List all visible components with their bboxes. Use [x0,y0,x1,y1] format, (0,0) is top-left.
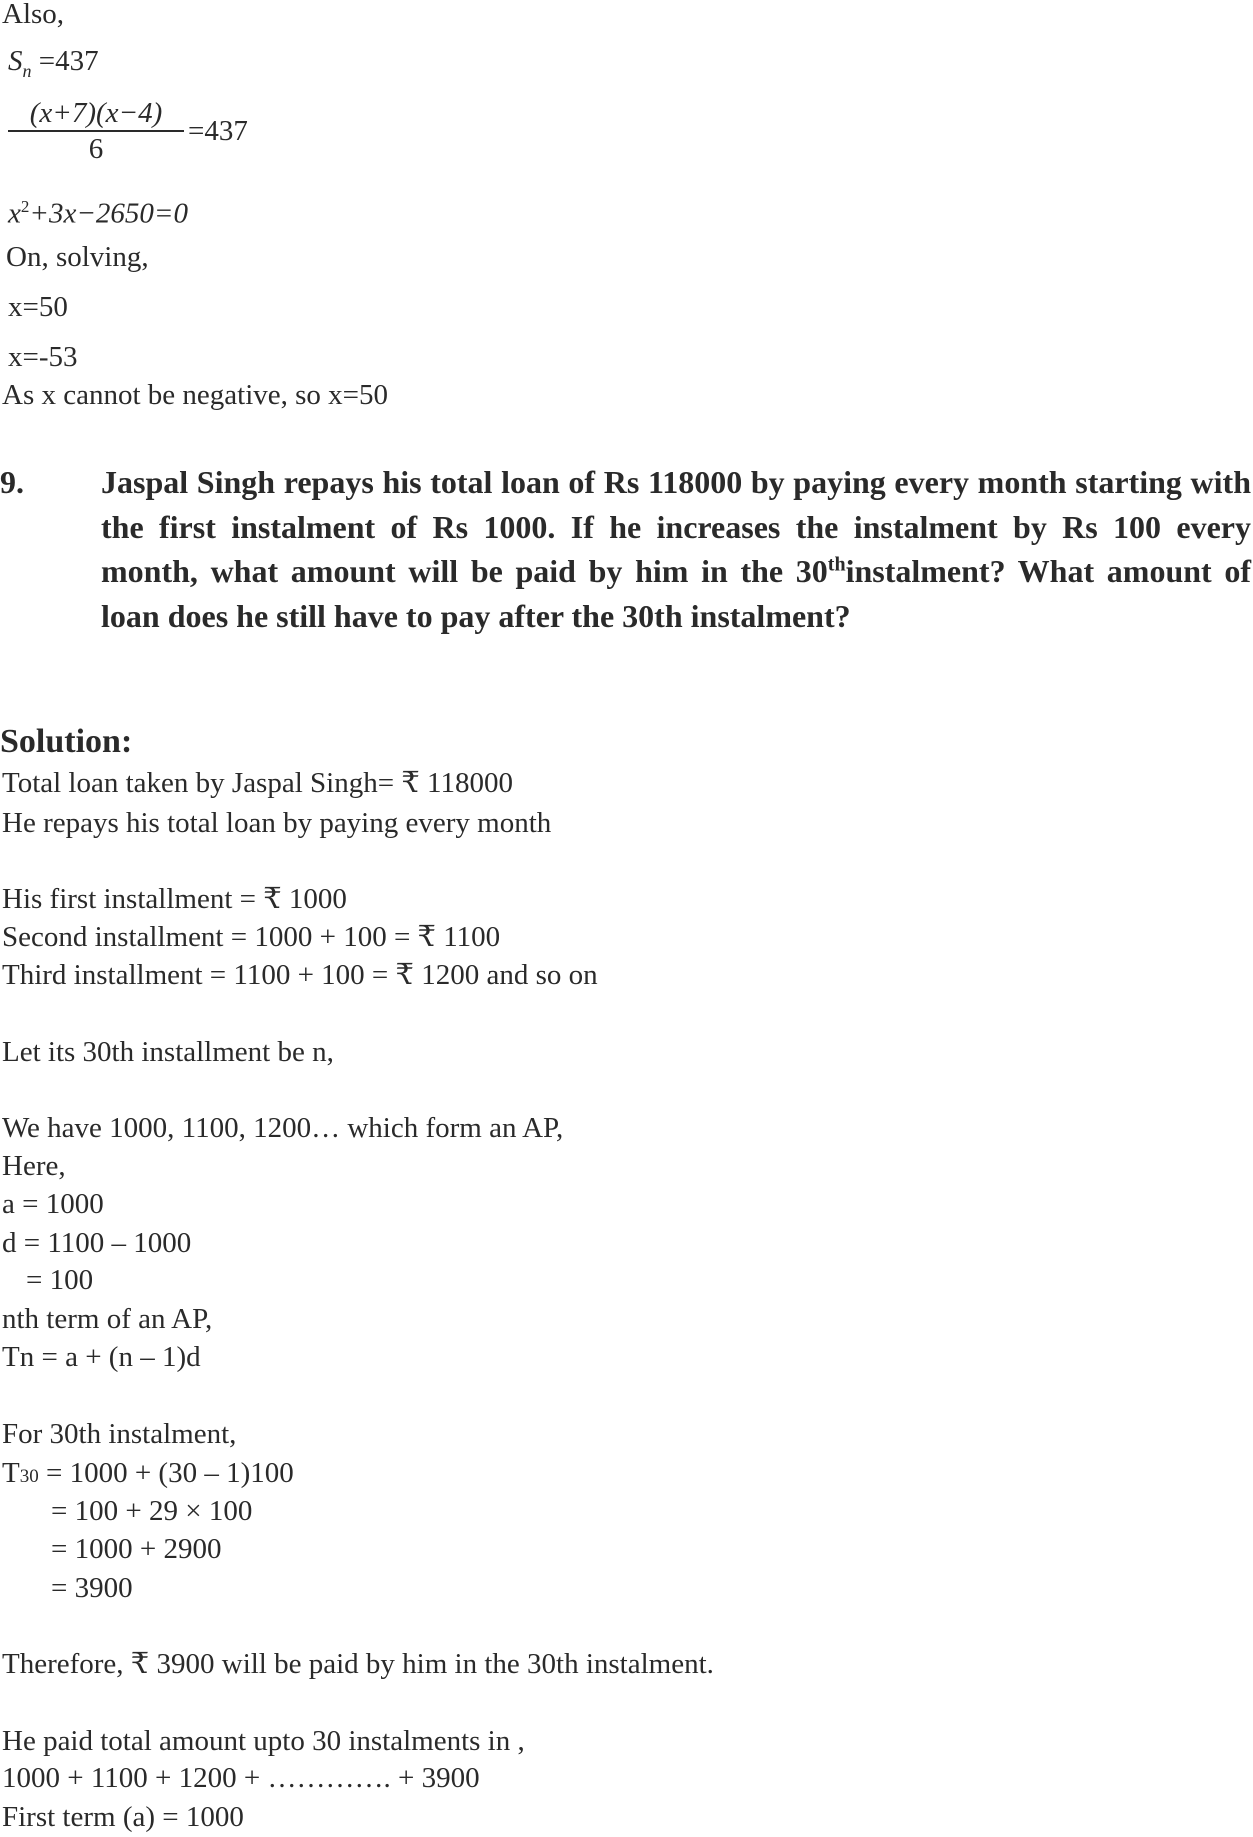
solution-line: Third installment = 1100 + 100 = ₹ 1200 and so on [2,959,598,991]
solution-line: Tn = a + (n – 1)d [2,1341,201,1373]
sn-sub: n [22,60,32,81]
question-text-part2: instalment? What amount of loan does he still have to pay after the 30th instalment? [101,553,1252,634]
text-also: Also, [2,0,65,30]
t30-expression: = 1000 + (30 – 1)100 [45,1457,294,1489]
equation-quadratic [8,189,188,232]
solution-line: = 100 + 29 × 100 [51,1495,253,1527]
question-text [101,460,1251,638]
solution-line: He repays his total loan by paying every month [2,807,552,839]
solution-line: d = 1100 – 1000 [2,1227,192,1259]
solution-line: = 100 [26,1264,94,1296]
text-root1: x=50 [8,291,68,323]
t30-var: T [2,1457,20,1489]
solution-line: Second installment = 1000 + 100 = ₹ 1100 [2,921,501,953]
fraction-rhs: =437 [188,114,248,147]
sn-var: S [8,45,23,77]
solution-line: For 30th instalment, [2,1418,237,1450]
t30-subscript: 30 [19,1466,39,1487]
solution-line-t30 [2,1455,294,1495]
text-solving: On, solving, [6,241,149,273]
question-number: 9. [0,464,24,500]
solution-line: 1000 + 1100 + 1200 + …………. + 3900 [2,1762,480,1794]
question-superscript: th [827,553,846,576]
text-root2: x=-53 [8,341,78,373]
solution-line: = 3900 [51,1572,133,1604]
equation-sn [8,43,99,89]
question-text-part1: Jaspal Singh repays his total loan of Rs 118000 by paying every month starting with the first instalment of Rs 1000. If he increases the instalment by Rs 100 every month, what amount will be paid by him in the 30 [101,464,1251,589]
quad-rest: +3x−2650=0 [29,197,188,230]
solution-line: Therefore, ₹ 3900 will be paid by him in the 30th instalment. [2,1648,714,1680]
sn-rhs: =437 [38,45,99,77]
solution-line: Total loan taken by Jaspal Singh= ₹ 118000 [2,767,513,799]
text-conclusion: As x cannot be negative, so x=50 [2,379,389,411]
solution-line: a = 1000 [2,1188,104,1220]
solution-line: First term (a) = 1000 [2,1801,244,1833]
solution-line: = 1000 + 2900 [51,1533,222,1565]
solution-line: nth term of an AP, [2,1303,213,1335]
solution-line: He paid total amount upto 30 instalments in , [2,1725,525,1757]
solution-line: We have 1000, 1100, 1200… which form an AP, [2,1112,564,1144]
quad-x: x [8,197,21,230]
quad-exponent: 2 [20,197,30,216]
solution-line: Let its 30th installment be n, [2,1036,334,1068]
fraction-denominator: 6 [88,133,104,165]
solution-line: His first installment = ₹ 1000 [2,883,347,915]
solution-heading: Solution: [0,723,133,760]
solution-line: Here, [2,1150,66,1182]
equation-fraction [8,96,248,166]
fraction-numerator: (x+7)(x−4) [29,97,163,129]
